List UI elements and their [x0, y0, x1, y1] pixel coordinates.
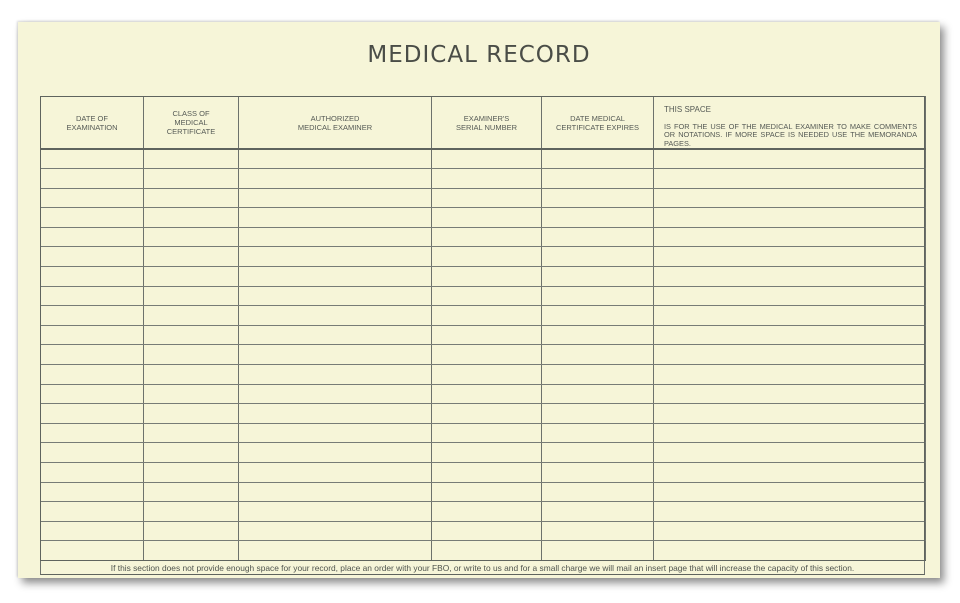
entry-cell-certificate-expires[interactable] — [542, 443, 654, 463]
entry-cell-date-of-examination[interactable] — [41, 423, 144, 443]
table-row — [41, 247, 926, 267]
entry-cell-authorized-examiner[interactable] — [239, 541, 432, 561]
table-row — [41, 365, 926, 385]
entry-cell-authorized-examiner[interactable] — [239, 521, 432, 541]
entry-cell-date-of-examination[interactable] — [41, 247, 144, 267]
entry-cell-examiner-serial[interactable] — [432, 541, 542, 561]
entry-cell-date-of-examination[interactable] — [41, 541, 144, 561]
entry-cell-class-of-certificate[interactable] — [144, 463, 239, 483]
entry-cell-examiner-notes[interactable] — [654, 365, 926, 385]
column-header-class-of-certificate: CLASS OF MEDICAL CERTIFICATE — [144, 97, 239, 150]
record-page — [18, 22, 940, 578]
table-row — [41, 267, 926, 287]
entry-cell-examiner-notes[interactable] — [654, 325, 926, 345]
entry-cell-certificate-expires[interactable] — [542, 306, 654, 326]
entry-cell-examiner-serial[interactable] — [432, 267, 542, 287]
table-row — [41, 286, 926, 306]
entry-cell-certificate-expires[interactable] — [542, 541, 654, 561]
entry-cell-class-of-certificate[interactable] — [144, 227, 239, 247]
entry-cell-examiner-serial[interactable] — [432, 325, 542, 345]
entry-cell-authorized-examiner[interactable] — [239, 169, 432, 189]
entry-cell-examiner-serial[interactable] — [432, 208, 542, 228]
entry-cell-class-of-certificate[interactable] — [144, 267, 239, 287]
entry-cell-authorized-examiner[interactable] — [239, 365, 432, 385]
entry-cell-examiner-notes[interactable] — [654, 482, 926, 502]
entry-cell-class-of-certificate[interactable] — [144, 208, 239, 228]
entry-cell-date-of-examination[interactable] — [41, 482, 144, 502]
entry-cell-certificate-expires[interactable] — [542, 247, 654, 267]
entry-cell-date-of-examination[interactable] — [41, 208, 144, 228]
entry-cell-examiner-serial[interactable] — [432, 345, 542, 365]
entry-cell-class-of-certificate[interactable] — [144, 306, 239, 326]
entry-cell-examiner-notes[interactable] — [654, 169, 926, 189]
table-row — [41, 188, 926, 208]
entry-cell-class-of-certificate[interactable] — [144, 149, 239, 169]
entry-cell-date-of-examination[interactable] — [41, 502, 144, 522]
table-row — [41, 325, 926, 345]
entry-cell-date-of-examination[interactable] — [41, 286, 144, 306]
entry-cell-certificate-expires[interactable] — [542, 267, 654, 287]
entry-cell-examiner-serial[interactable] — [432, 188, 542, 208]
entry-cell-class-of-certificate[interactable] — [144, 443, 239, 463]
entry-cell-date-of-examination[interactable] — [41, 443, 144, 463]
entry-cell-authorized-examiner[interactable] — [239, 502, 432, 522]
entry-cell-date-of-examination[interactable] — [41, 384, 144, 404]
entry-cell-examiner-serial[interactable] — [432, 286, 542, 306]
entry-cell-authorized-examiner[interactable] — [239, 423, 432, 443]
entry-cell-date-of-examination[interactable] — [41, 521, 144, 541]
entry-cell-examiner-serial[interactable] — [432, 384, 542, 404]
table-row — [41, 384, 926, 404]
entry-cell-certificate-expires[interactable] — [542, 521, 654, 541]
entry-cell-class-of-certificate[interactable] — [144, 423, 239, 443]
entry-cell-authorized-examiner[interactable] — [239, 227, 432, 247]
entry-cell-class-of-certificate[interactable] — [144, 188, 239, 208]
entry-cell-authorized-examiner[interactable] — [239, 286, 432, 306]
entry-cell-examiner-serial[interactable] — [432, 227, 542, 247]
table-row — [41, 169, 926, 189]
entry-cell-certificate-expires[interactable] — [542, 345, 654, 365]
table-row — [41, 306, 926, 326]
entry-cell-class-of-certificate[interactable] — [144, 365, 239, 385]
entry-cell-certificate-expires[interactable] — [542, 502, 654, 522]
entry-cell-date-of-examination[interactable] — [41, 188, 144, 208]
entry-cell-examiner-notes[interactable] — [654, 247, 926, 267]
entry-cell-authorized-examiner[interactable] — [239, 306, 432, 326]
entry-cell-authorized-examiner[interactable] — [239, 404, 432, 424]
entry-cell-certificate-expires[interactable] — [542, 404, 654, 424]
entry-cell-examiner-serial[interactable] — [432, 463, 542, 483]
table-row — [41, 227, 926, 247]
entry-cell-examiner-notes[interactable] — [654, 463, 926, 483]
entry-cell-examiner-serial[interactable] — [432, 521, 542, 541]
entry-cell-certificate-expires[interactable] — [542, 384, 654, 404]
entry-cell-authorized-examiner[interactable] — [239, 188, 432, 208]
table-row — [41, 443, 926, 463]
entry-cell-examiner-serial[interactable] — [432, 502, 542, 522]
entry-cell-examiner-notes[interactable] — [654, 443, 926, 463]
entry-cell-certificate-expires[interactable] — [542, 423, 654, 443]
notes-column-title: THIS SPACE — [664, 104, 711, 114]
entry-cell-class-of-certificate[interactable] — [144, 384, 239, 404]
entry-cell-examiner-notes[interactable] — [654, 306, 926, 326]
entry-cell-examiner-notes[interactable] — [654, 149, 926, 169]
entry-cell-class-of-certificate[interactable] — [144, 482, 239, 502]
entry-cell-examiner-serial[interactable] — [432, 169, 542, 189]
entry-cell-examiner-serial[interactable] — [432, 423, 542, 443]
entry-cell-authorized-examiner[interactable] — [239, 384, 432, 404]
entry-cell-authorized-examiner[interactable] — [239, 463, 432, 483]
entry-cell-examiner-serial[interactable] — [432, 149, 542, 169]
column-header-authorized-examiner: AUTHORIZED MEDICAL EXAMINER — [239, 97, 432, 150]
entry-cell-examiner-serial[interactable] — [432, 306, 542, 326]
entry-cell-certificate-expires[interactable] — [542, 149, 654, 169]
entry-cell-certificate-expires[interactable] — [542, 208, 654, 228]
entry-cell-date-of-examination[interactable] — [41, 149, 144, 169]
entry-cell-class-of-certificate[interactable] — [144, 404, 239, 424]
header-row — [41, 97, 926, 150]
medical-record-table — [40, 96, 926, 561]
entry-cell-date-of-examination[interactable] — [41, 227, 144, 247]
entry-cell-authorized-examiner[interactable] — [239, 247, 432, 267]
entry-cell-date-of-examination[interactable] — [41, 306, 144, 326]
entry-cell-examiner-notes[interactable] — [654, 208, 926, 228]
entry-cell-date-of-examination[interactable] — [41, 365, 144, 385]
entry-cell-examiner-serial[interactable] — [432, 365, 542, 385]
entry-cell-examiner-serial[interactable] — [432, 482, 542, 502]
table-row — [41, 149, 926, 169]
entry-cell-class-of-certificate[interactable] — [144, 286, 239, 306]
entry-cell-certificate-expires[interactable] — [542, 169, 654, 189]
column-header-examiner-serial-number: EXAMINER'S SERIAL NUMBER — [432, 97, 542, 150]
entry-cell-examiner-serial[interactable] — [432, 247, 542, 267]
entry-cell-authorized-examiner[interactable] — [239, 208, 432, 228]
entry-cell-examiner-serial[interactable] — [432, 443, 542, 463]
entry-cell-authorized-examiner[interactable] — [239, 325, 432, 345]
entry-cell-examiner-notes[interactable] — [654, 188, 926, 208]
table-row — [41, 208, 926, 228]
table-row — [41, 463, 926, 483]
page-title: MEDICAL RECORD — [367, 42, 591, 68]
entry-cell-class-of-certificate[interactable] — [144, 345, 239, 365]
entry-cell-certificate-expires[interactable] — [542, 188, 654, 208]
entry-cell-class-of-certificate[interactable] — [144, 502, 239, 522]
entry-cell-examiner-notes[interactable] — [654, 541, 926, 561]
record-rows — [41, 149, 926, 561]
entry-cell-date-of-examination[interactable] — [41, 345, 144, 365]
entry-cell-class-of-certificate[interactable] — [144, 541, 239, 561]
entry-cell-class-of-certificate[interactable] — [144, 247, 239, 267]
entry-cell-examiner-notes[interactable] — [654, 423, 926, 443]
entry-cell-examiner-notes[interactable] — [654, 384, 926, 404]
entry-cell-certificate-expires[interactable] — [542, 286, 654, 306]
entry-cell-class-of-certificate[interactable] — [144, 325, 239, 345]
entry-cell-class-of-certificate[interactable] — [144, 169, 239, 189]
entry-cell-date-of-examination[interactable] — [41, 325, 144, 345]
entry-cell-examiner-notes[interactable] — [654, 521, 926, 541]
table-row — [41, 482, 926, 502]
entry-cell-certificate-expires[interactable] — [542, 227, 654, 247]
column-header-certificate-expires: DATE MEDICAL CERTIFICATE EXPIRES — [542, 97, 654, 150]
entry-cell-certificate-expires[interactable] — [542, 365, 654, 385]
table-row — [41, 541, 926, 561]
column-header-date-of-examination: DATE OF EXAMINATION — [41, 97, 144, 150]
entry-cell-date-of-examination[interactable] — [41, 267, 144, 287]
entry-cell-class-of-certificate[interactable] — [144, 521, 239, 541]
entry-cell-examiner-serial[interactable] — [432, 404, 542, 424]
entry-cell-authorized-examiner[interactable] — [239, 345, 432, 365]
entry-cell-date-of-examination[interactable] — [41, 463, 144, 483]
column-header-examiner-notes — [654, 97, 926, 150]
entry-cell-examiner-notes[interactable] — [654, 404, 926, 424]
entry-cell-certificate-expires[interactable] — [542, 325, 654, 345]
table-row — [41, 502, 926, 522]
entry-cell-examiner-notes[interactable] — [654, 345, 926, 365]
entry-cell-authorized-examiner[interactable] — [239, 482, 432, 502]
table-row — [41, 404, 926, 424]
entry-cell-authorized-examiner[interactable] — [239, 443, 432, 463]
entry-cell-certificate-expires[interactable] — [542, 482, 654, 502]
entry-cell-date-of-examination[interactable] — [41, 404, 144, 424]
entry-cell-authorized-examiner[interactable] — [239, 149, 432, 169]
notes-column-instructions: IS FOR THE USE OF THE MEDICAL EXAMINER TO MAKE COMMENTS OR NOTATIONS. IF MORE SPACE IS NEEDED USE THE MEMORANDA PAGES. — [664, 121, 917, 148]
table-row — [41, 345, 926, 365]
entry-cell-certificate-expires[interactable] — [542, 463, 654, 483]
entry-cell-examiner-notes[interactable] — [654, 227, 926, 247]
entry-cell-examiner-notes[interactable] — [654, 267, 926, 287]
entry-cell-examiner-notes[interactable] — [654, 286, 926, 306]
table-row — [41, 521, 926, 541]
entry-cell-examiner-notes[interactable] — [654, 502, 926, 522]
entry-cell-date-of-examination[interactable] — [41, 169, 144, 189]
footer-note: If this section does not provide enough space for your record, place an order with your FBO, or write to us and for a small charge we will mail an insert page that will increase the capacity of this section. — [40, 561, 925, 575]
entry-cell-authorized-examiner[interactable] — [239, 267, 432, 287]
table-row — [41, 423, 926, 443]
